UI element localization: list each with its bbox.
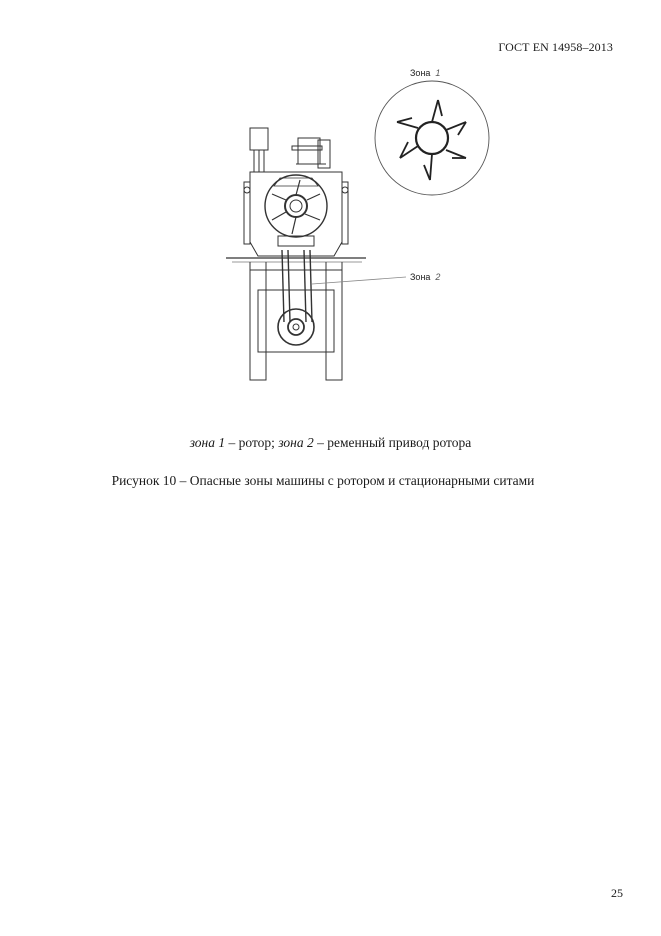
zone2-label-text: Зона xyxy=(410,272,431,282)
rotor-housing xyxy=(244,172,348,256)
machine-top-assembly xyxy=(250,128,330,172)
figure-caption: Рисунок 10 – Опасные зоны машины с ротором и стационарными ситами xyxy=(111,473,535,488)
page-number: 25 xyxy=(611,886,623,900)
zone1-label xyxy=(410,68,440,78)
machine-technical-drawing xyxy=(0,0,661,420)
legend-zone1-term: зона 1 xyxy=(189,435,226,450)
machine-frame xyxy=(250,262,342,380)
belt-drive xyxy=(258,250,334,352)
zone2-label xyxy=(410,272,440,282)
figure-legend xyxy=(0,435,661,451)
zone1-number: 1 xyxy=(435,68,441,78)
zone2-number: 2 xyxy=(435,272,441,282)
rotor-detail-view xyxy=(375,81,489,195)
legend-zone1-desc: – ротор; xyxy=(225,435,279,450)
document-code-header: ГОСТ EN 14958–2013 xyxy=(498,40,613,54)
zone1-label-text: Зона xyxy=(410,68,431,78)
legend-zone2-desc: – ременный привод ротора xyxy=(313,435,472,450)
machine-drawing-figure xyxy=(0,0,661,420)
legend-zone2-term: зона 2 xyxy=(278,435,314,450)
